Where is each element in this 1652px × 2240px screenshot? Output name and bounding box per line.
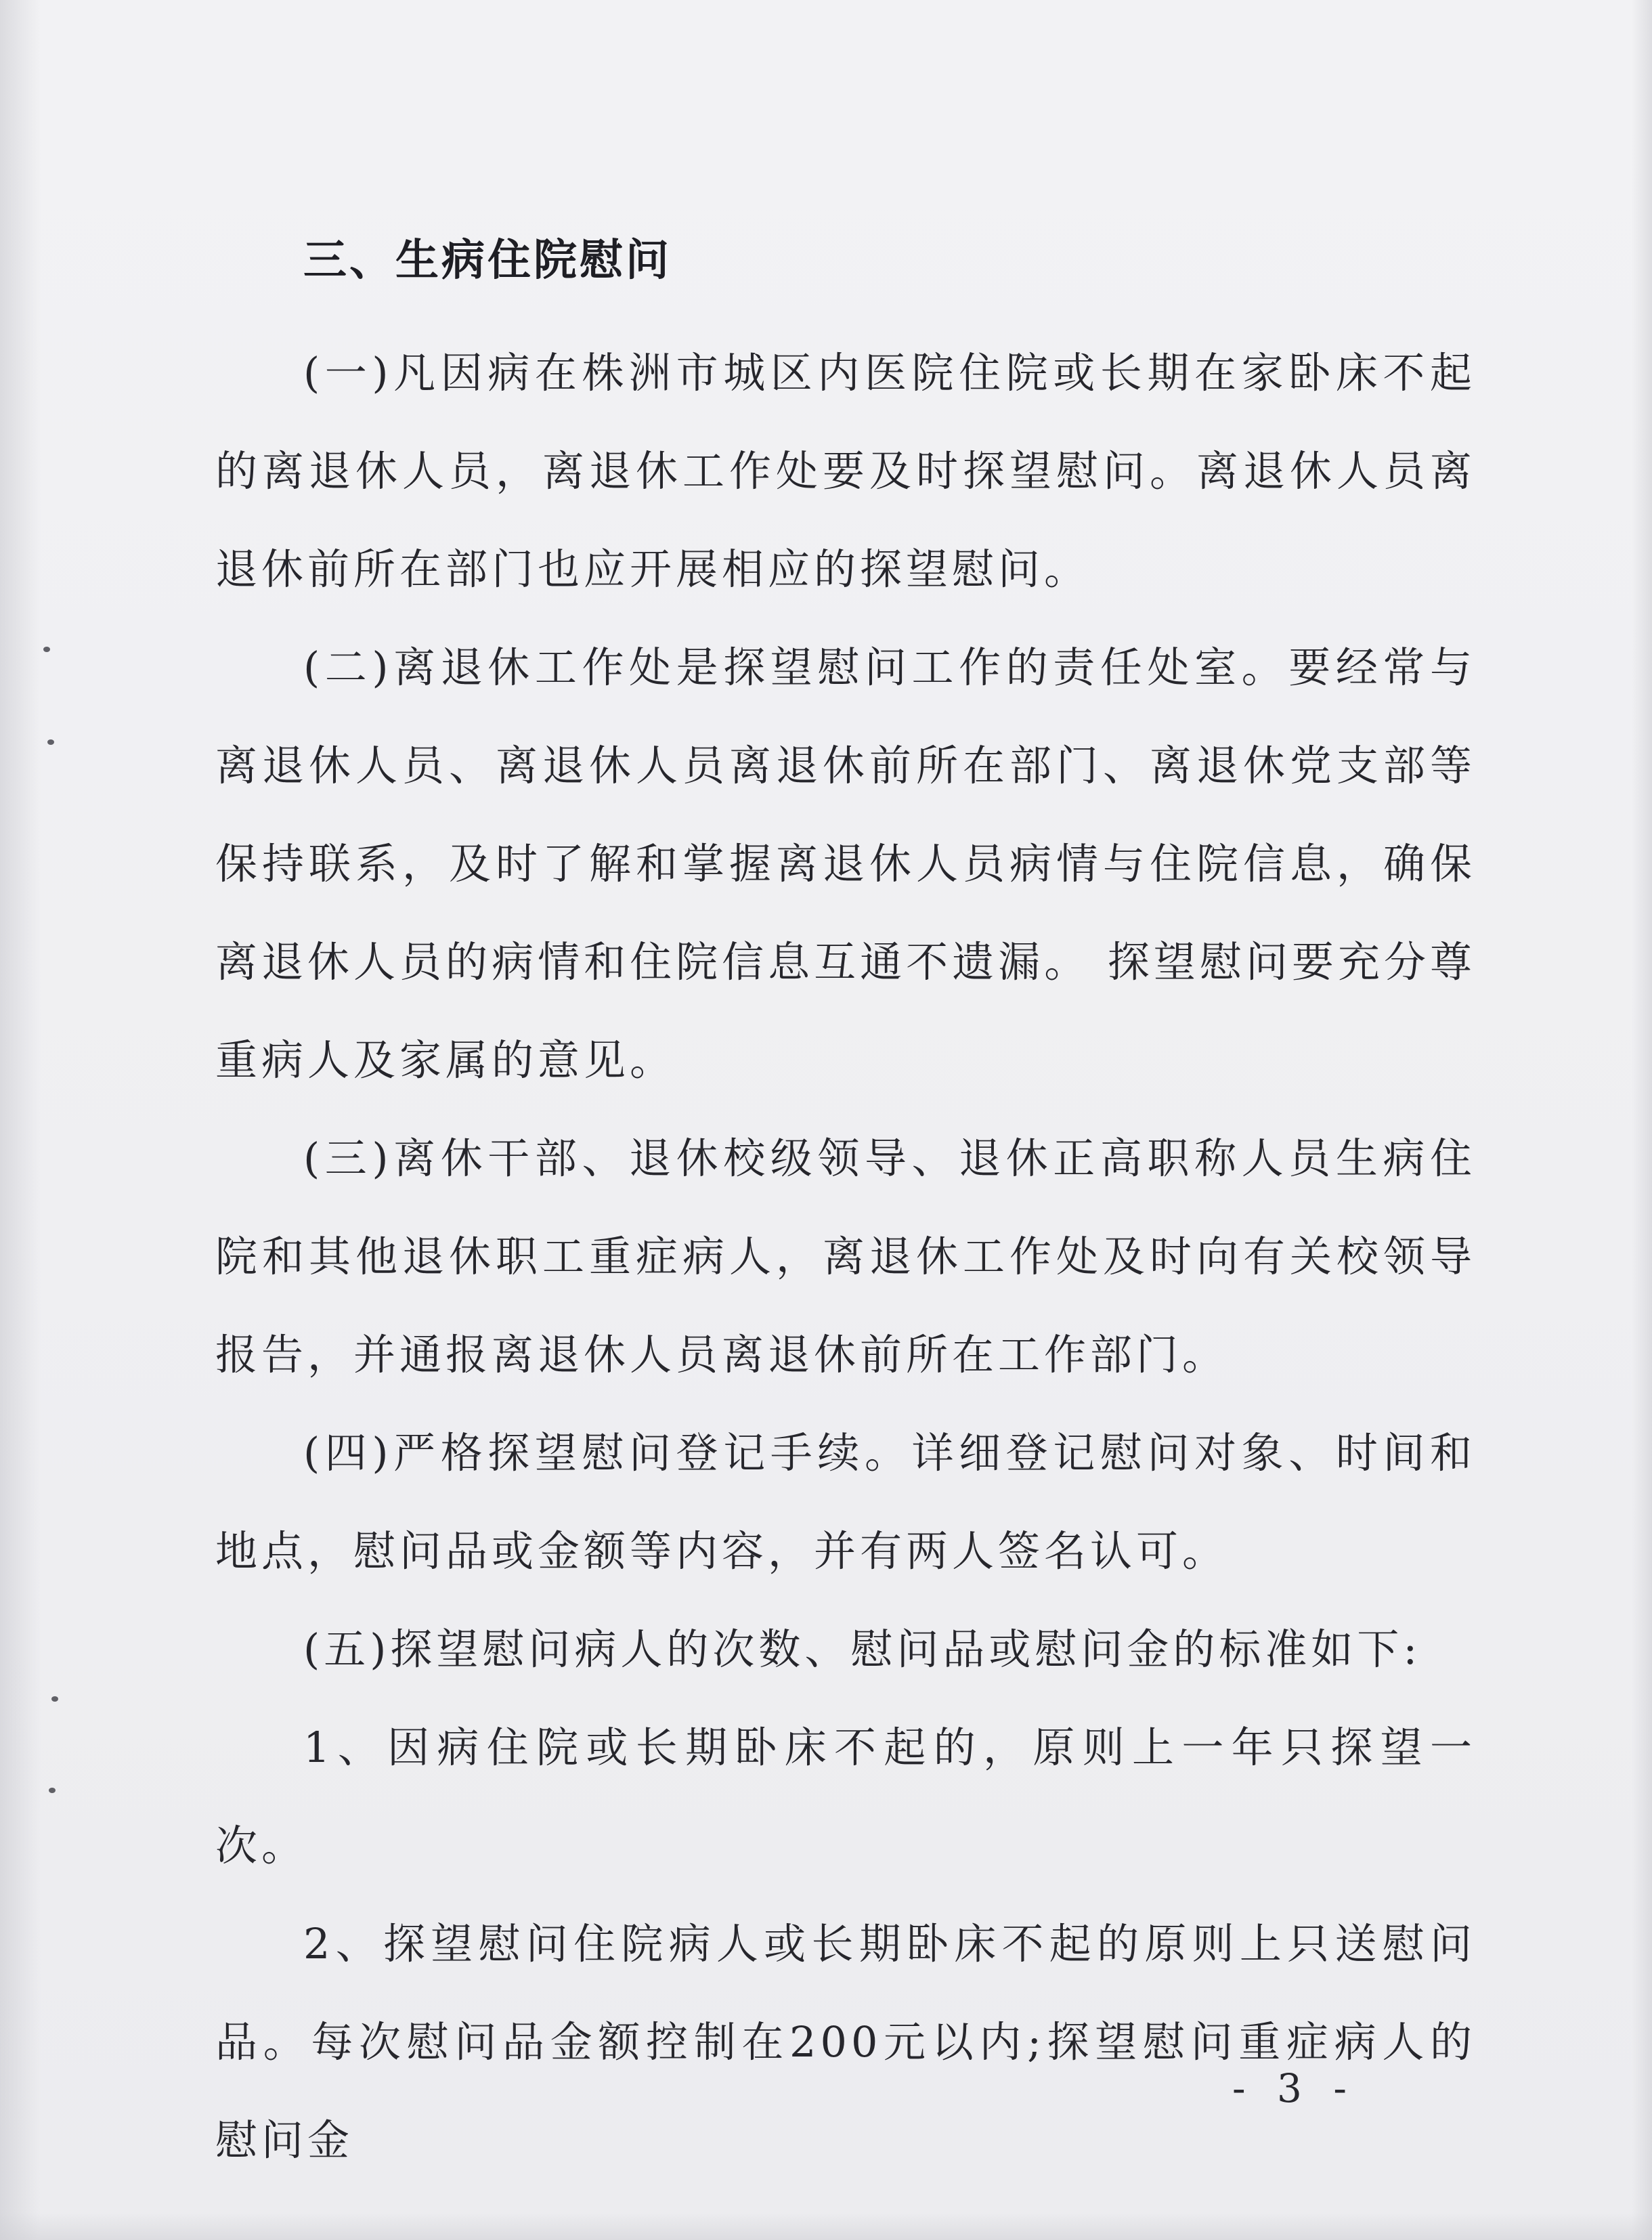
- page-edge-shadow-bottom: [0, 2213, 1652, 2240]
- binding-hole-mark: [43, 647, 50, 652]
- paragraph-4: (四)严格探望慰问登记手续。详细登记慰问对象、时间和地点，慰问品或金额等内容，并有两人签名认可。: [215, 1428, 1476, 1576]
- paragraph-2: (二)离退休工作处是探望慰问工作的责任处室。要经常与离退休人员、离退休人员离退休前所在部门、离退休党支部等保持联系，及时了解和掌握离退休人员病情与住院信息，确保离退休人员的病情和住院信息互通不遗漏。 探望慰问要充分尊重病人及家属的意见。: [215, 643, 1476, 1085]
- page-edge-shadow-left: [0, 0, 41, 2240]
- binding-hole-mark: [49, 1788, 56, 1793]
- paragraph-6: 1、因病住院或长期卧床不起的，原则上一年只探望一次。: [215, 1723, 1476, 1870]
- page-number: - 3 -: [1232, 2065, 1356, 2111]
- binding-hole-mark: [51, 1696, 58, 1702]
- paragraph-1: (一)凡因病在株洲市城区内医院住院或长期在家卧床不起的离退休人员，离退休工作处要及时探望慰问。离退休人员离退休前所在部门也应开展相应的探望慰问。: [215, 348, 1476, 594]
- binding-hole-mark: [47, 739, 54, 745]
- paragraph-list: [215, 324, 1476, 2189]
- page-edge-shadow-right: [1632, 0, 1652, 2240]
- paragraph-3: (三)离休干部、退休校级领导、退休正高职称人员生病住院和其他退休职工重症病人，离退休工作处及时向有关校领导报告，并通报离退休人员离退休前所在工作部门。: [215, 1134, 1476, 1379]
- section-heading: 三、生病住院慰问: [303, 236, 672, 286]
- paragraph-7: 2、探望慰问住院病人或长期卧床不起的原则上只送慰问品。每次慰问品金额控制在200元以内;探望慰问重症病人的慰问金: [215, 1919, 1476, 2165]
- paragraph-5: (五)探望慰问病人的次数、慰问品或慰问金的标准如下:: [303, 1624, 1422, 1674]
- document-body: [215, 223, 1476, 2189]
